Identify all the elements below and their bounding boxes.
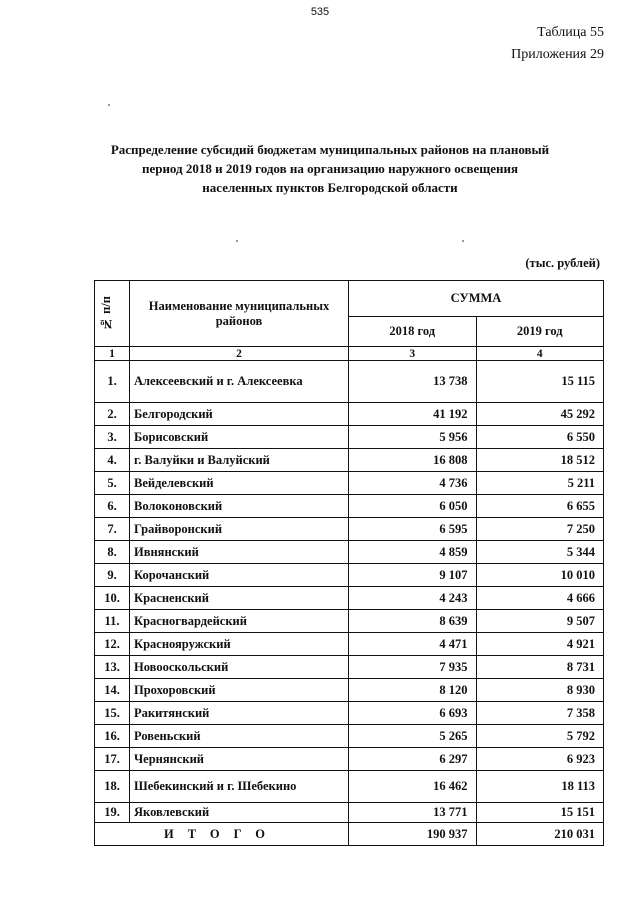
header-number-cell: [95, 281, 130, 347]
value-2019: 18 113: [476, 771, 604, 803]
table-row: [95, 361, 604, 403]
value-2019: 15 151: [476, 803, 604, 823]
value-2018: 5 956: [349, 426, 477, 449]
row-number: 2.: [95, 403, 130, 426]
district-name: Белгородский: [130, 403, 349, 426]
district-name: Волоконовский: [130, 495, 349, 518]
value-2019: 15 115: [476, 361, 604, 403]
value-2019: 7 358: [476, 702, 604, 725]
value-2019: 9 507: [476, 610, 604, 633]
total-2018: 190 937: [349, 823, 477, 846]
value-2018: 6 297: [349, 748, 477, 771]
row-number: 9.: [95, 564, 130, 587]
table-row: [95, 495, 604, 518]
table-row: [95, 771, 604, 803]
district-name: Красненский: [130, 587, 349, 610]
value-2018: 13 771: [349, 803, 477, 823]
value-2019: 4 666: [476, 587, 604, 610]
table-row: [95, 472, 604, 495]
row-number: 3.: [95, 426, 130, 449]
district-name: Вейделевский: [130, 472, 349, 495]
value-2018: 6 693: [349, 702, 477, 725]
table-row: [95, 587, 604, 610]
row-number: 6.: [95, 495, 130, 518]
value-2019: 10 010: [476, 564, 604, 587]
value-2018: 9 107: [349, 564, 477, 587]
district-name: Алексеевский и г. Алексеевка: [130, 361, 349, 403]
header-number: № п/п: [99, 295, 113, 331]
value-2019: 6 655: [476, 495, 604, 518]
row-number: 18.: [95, 771, 130, 803]
title-line: период 2018 и 2019 годов на организацию наружного освещения: [141, 161, 519, 176]
value-2018: 7 935: [349, 656, 477, 679]
header-name: Наименование муниципальных районов: [130, 281, 349, 347]
value-2019: 5 344: [476, 541, 604, 564]
row-number: 15.: [95, 702, 130, 725]
table-row: [95, 803, 604, 823]
district-name: Ровеньский: [130, 725, 349, 748]
page-number: 535: [310, 6, 330, 18]
table-row: [95, 748, 604, 771]
district-name: Краснояружский: [130, 633, 349, 656]
district-name: Ракитянский: [130, 702, 349, 725]
title-line: населенных пунктов Белгородской области: [202, 180, 458, 195]
column-index: 1: [95, 347, 130, 361]
value-2018: 6 050: [349, 495, 477, 518]
row-number: 12.: [95, 633, 130, 656]
appendix-number: Приложения 29: [511, 47, 604, 62]
value-2018: 4 736: [349, 472, 477, 495]
row-number: 13.: [95, 656, 130, 679]
table-number: Таблица 55: [537, 25, 604, 40]
value-2018: 13 738: [349, 361, 477, 403]
value-2018: 5 265: [349, 725, 477, 748]
district-name: Ивнянский: [130, 541, 349, 564]
district-name: Прохоровский: [130, 679, 349, 702]
row-number: 19.: [95, 803, 130, 823]
value-2019: 6 923: [476, 748, 604, 771]
header-2018: 2018 год: [349, 317, 477, 347]
table-row: [95, 702, 604, 725]
row-number: 5.: [95, 472, 130, 495]
district-name: Яковлевский: [130, 803, 349, 823]
district-name: Красногвардейский: [130, 610, 349, 633]
row-number: 17.: [95, 748, 130, 771]
scan-speck: [236, 240, 238, 242]
value-2019: 5 792: [476, 725, 604, 748]
table-row: [95, 679, 604, 702]
row-number: 16.: [95, 725, 130, 748]
header-2019: 2019 год: [476, 317, 604, 347]
table-reference: [511, 22, 604, 66]
column-index: 4: [476, 347, 604, 361]
row-number: 8.: [95, 541, 130, 564]
row-number: 4.: [95, 449, 130, 472]
district-name: Корочанский: [130, 564, 349, 587]
table-row: [95, 541, 604, 564]
total-2019: 210 031: [476, 823, 604, 846]
value-2018: 4 243: [349, 587, 477, 610]
district-name: Чернянский: [130, 748, 349, 771]
total-label: ИТОГО: [95, 823, 349, 846]
value-2018: 8 639: [349, 610, 477, 633]
table-row: [95, 610, 604, 633]
value-2019: 4 921: [476, 633, 604, 656]
district-name: Борисовский: [130, 426, 349, 449]
row-number: 1.: [95, 361, 130, 403]
value-2018: 41 192: [349, 403, 477, 426]
district-name: Грайворонский: [130, 518, 349, 541]
row-number: 7.: [95, 518, 130, 541]
value-2019: 7 250: [476, 518, 604, 541]
table-row: [95, 725, 604, 748]
table-row: [95, 403, 604, 426]
table-row: [95, 518, 604, 541]
column-index: 2: [130, 347, 349, 361]
table-row: [95, 633, 604, 656]
total-row: [95, 823, 604, 846]
title-line: Распределение субсидий бюджетам муниципальных районов на плановый: [110, 142, 550, 157]
value-2019: 5 211: [476, 472, 604, 495]
row-number: 11.: [95, 610, 130, 633]
table-row: [95, 449, 604, 472]
column-index: 3: [349, 347, 477, 361]
table-row: [95, 564, 604, 587]
district-name: Шебекинский и г. Шебекино: [130, 771, 349, 803]
table-row: [95, 426, 604, 449]
document-title: [80, 140, 580, 197]
subsidy-table: [94, 280, 604, 846]
value-2019: 45 292: [476, 403, 604, 426]
value-2018: 8 120: [349, 679, 477, 702]
units-label: (тыс. рублей): [525, 256, 600, 270]
value-2018: 4 859: [349, 541, 477, 564]
value-2019: 18 512: [476, 449, 604, 472]
table-row: [95, 656, 604, 679]
row-number: 10.: [95, 587, 130, 610]
scan-speck: [108, 104, 110, 106]
value-2019: 6 550: [476, 426, 604, 449]
value-2019: 8 731: [476, 656, 604, 679]
district-name: Новооскольский: [130, 656, 349, 679]
value-2018: 16 808: [349, 449, 477, 472]
header-sum: СУММА: [349, 281, 604, 317]
value-2018: 16 462: [349, 771, 477, 803]
value-2019: 8 930: [476, 679, 604, 702]
district-name: г. Валуйки и Валуйский: [130, 449, 349, 472]
value-2018: 6 595: [349, 518, 477, 541]
scan-speck: [462, 240, 464, 242]
row-number: 14.: [95, 679, 130, 702]
value-2018: 4 471: [349, 633, 477, 656]
